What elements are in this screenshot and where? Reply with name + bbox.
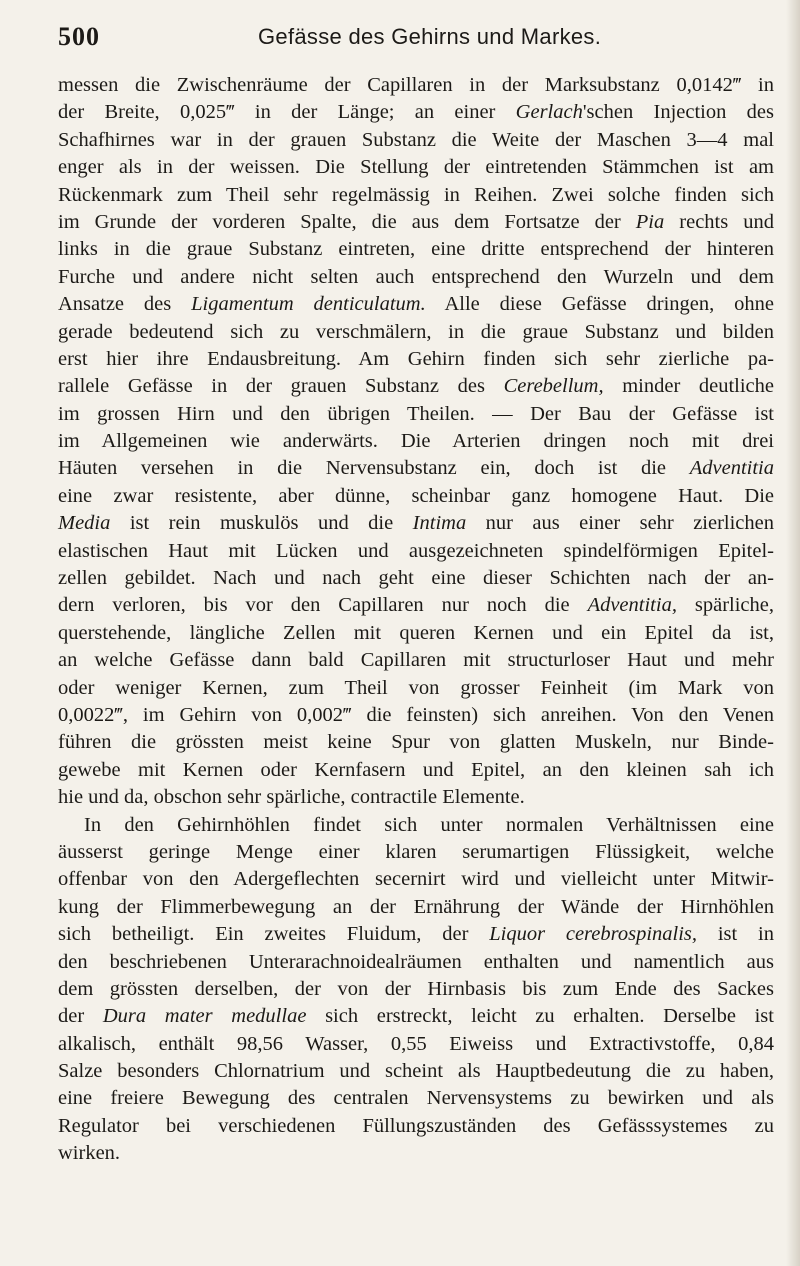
italic-term: Adventitia (689, 457, 774, 480)
text-line (58, 264, 774, 291)
text-segment: im grossen Hirn und den übrigen Theilen. — Der Bau der Gefässe ist (58, 402, 774, 425)
text-segment: erst hier ihre Endausbreitung. Am Gehirn finden sich sehr zierliche pa- (58, 347, 774, 370)
running-title: Gefässe des Gehirns und Markes. (258, 24, 602, 49)
text-segment: offenbar von den Adergeflechten secernirt wird und vielleicht unter Mitwir- (58, 868, 774, 891)
text-segment: dern verloren, bis vor den Capillaren nur noch die (58, 594, 588, 617)
text-segment: sich betheiligt. Ein zweites Fluidum, der (58, 923, 490, 946)
text-segment: rallele Gefässe in der grauen Substanz des (58, 375, 504, 398)
text-segment: im Allgemeinen wie anderwärts. Die Arterien dringen noch mit drei (58, 430, 774, 453)
text-segment: Regulator bei verschiedenen Füllungszuständen des Gefässsystemes zu (58, 1114, 774, 1137)
text-line (58, 99, 774, 126)
text-segment: elastischen Haut mit Lücken und ausgezeichneten spindelförmigen Epitel- (58, 539, 774, 562)
italic-term: Gerlach (515, 101, 583, 124)
text-segment: der Breite, 0,025‴ in der Länge; an einer (58, 101, 516, 124)
text-segment: dem grössten derselben, der von der Hirnbasis bis zum Ende des Sackes (58, 977, 774, 1000)
text-segment: spärliche, (676, 594, 774, 617)
italic-term: Cerebellum, (503, 375, 604, 398)
text-line (58, 373, 774, 400)
text-line (58, 127, 774, 154)
text-line (58, 236, 774, 263)
text-segment: zellen gebildet. Nach und nach geht eine dieser Schichten nach der an- (58, 567, 774, 590)
text-line (58, 839, 774, 866)
italic-term: Pia (635, 210, 665, 233)
text-line (58, 428, 774, 455)
text-line (58, 1031, 774, 1058)
text-segment: ist in (697, 923, 774, 946)
text-segment: oder weniger Kernen, zum Theil von grosser Feinheit (im Mark von (58, 676, 774, 699)
text-line (58, 319, 774, 346)
text-segment: führen die grössten meist keine Spur von glatten Muskeln, nur Binde- (58, 731, 774, 754)
text-line (58, 291, 774, 318)
text-segment: minder deutliche (603, 375, 775, 398)
text-line (58, 1003, 774, 1030)
italic-term: Adventitia, (587, 594, 677, 617)
text-line (58, 154, 774, 181)
text-segment: Häuten versehen in die Nervensubstanz ein, doch ist die (58, 457, 690, 480)
text-segment: sich erstreckt, leicht zu erhalten. Derselbe ist (306, 1005, 774, 1028)
text-line (58, 1058, 774, 1085)
text-segment: enger als in der weissen. Die Stellung der eintretenden Stämmchen ist am (58, 156, 774, 179)
text-segment: alkalisch, enthält 98,56 Wasser, 0,55 Eiweiss und Extractivstoffe, 0,84 (58, 1032, 774, 1055)
text-line (58, 592, 774, 619)
page-number: 500 (58, 22, 100, 51)
text-segment: Salze besonders Chlornatrium und scheint als Hauptbedeutung die zu haben, (58, 1060, 774, 1083)
text-line (58, 812, 774, 839)
text-segment: ist rein muskulös und die (110, 512, 413, 535)
text-line (58, 455, 774, 482)
body-text (58, 72, 774, 1168)
text-line (58, 784, 774, 811)
text-segment: Alle diese Gefässe dringen, ohne (425, 293, 774, 316)
text-segment: wirken. (58, 1142, 121, 1165)
text-segment: rechts und (664, 210, 775, 233)
text-line (58, 921, 774, 948)
text-line (58, 702, 774, 729)
text-segment: der (58, 1005, 103, 1028)
text-line (58, 209, 774, 236)
text-segment: eine zwar resistente, aber dünne, scheinbar ganz homogene Haut. Die (58, 484, 774, 507)
text-line (58, 675, 774, 702)
text-segment: äusserst geringe Menge einer klaren serumartigen Flüssigkeit, welche (58, 840, 774, 863)
text-line (58, 620, 774, 647)
text-line (58, 483, 774, 510)
text-segment: an welche Gefässe dann bald Capillaren mit structurloser Haut und mehr (58, 649, 774, 672)
text-segment: den beschriebenen Unterarachnoidealräumen enthalten und namentlich aus (58, 950, 774, 973)
text-segment: gerade bedeutend sich zu verschmälern, in die graue Substanz und bilden (58, 320, 774, 343)
text-segment: Rückenmark zum Theil sehr regelmässig in Reihen. Zwei solche finden sich (58, 183, 774, 206)
text-line (58, 976, 774, 1003)
text-segment: eine freiere Bewegung des centralen Nervensystems zu bewirken und als (58, 1087, 774, 1110)
text-line (58, 510, 774, 537)
text-line (58, 182, 774, 209)
text-line (58, 565, 774, 592)
text-line (58, 538, 774, 565)
text-segment: In den Gehirnhöhlen findet sich unter normalen Verhältnissen eine (84, 813, 774, 836)
text-line (58, 647, 774, 674)
italic-term: Ligamentum denticulatum. (191, 293, 426, 316)
text-line (58, 757, 774, 784)
text-line (58, 949, 774, 976)
text-segment: messen die Zwischenräume der Capillaren in der Marksubstanz 0,0142‴ in (58, 74, 774, 96)
text-segment: Ansatze des (58, 293, 192, 316)
text-line (58, 729, 774, 756)
text-segment: kung der Flimmerbewegung an der Ernährung der Wände der Hirnhöhlen (58, 895, 774, 918)
text-segment: nur aus einer sehr zierlichen (466, 512, 774, 535)
italic-term: Intima (412, 512, 467, 535)
text-line (58, 894, 774, 921)
text-segment: Furche und andere nicht selten auch entsprechend den Wurzeln und dem (58, 265, 774, 288)
text-line (58, 346, 774, 373)
text-segment: querstehende, längliche Zellen mit queren Kernen und ein Epitel da ist, (58, 621, 774, 644)
text-line (58, 1085, 774, 1112)
page-edge-shadow (786, 0, 800, 1266)
text-line (58, 72, 774, 99)
italic-term: Media (58, 512, 111, 535)
italic-term: Liquor cerebrospinalis, (489, 923, 698, 946)
text-segment: Schafhirnes war in der grauen Substanz die Weite der Maschen 3—4 mal (58, 128, 774, 151)
text-line (58, 1140, 774, 1167)
text-segment: hie und da, obschon sehr spärliche, contractile Elemente. (58, 786, 525, 809)
page-header (58, 22, 758, 58)
text-segment: gewebe mit Kernen oder Kernfasern und Epitel, an den kleinen sah ich (58, 758, 774, 781)
text-segment: 0,0022‴, im Gehirn von 0,002‴ die feinsten) sich anreihen. Von den Venen (58, 703, 774, 726)
text-segment: 'schen Injection des (582, 101, 774, 124)
italic-term: Dura mater medullae (102, 1005, 307, 1028)
text-line (58, 866, 774, 893)
text-segment: im Grunde der vorderen Spalte, die aus dem Fortsatze der (58, 210, 636, 233)
text-segment: links in die graue Substanz eintreten, eine dritte entsprechend der hinteren (58, 238, 774, 261)
text-line (58, 401, 774, 428)
text-line (58, 1113, 774, 1140)
